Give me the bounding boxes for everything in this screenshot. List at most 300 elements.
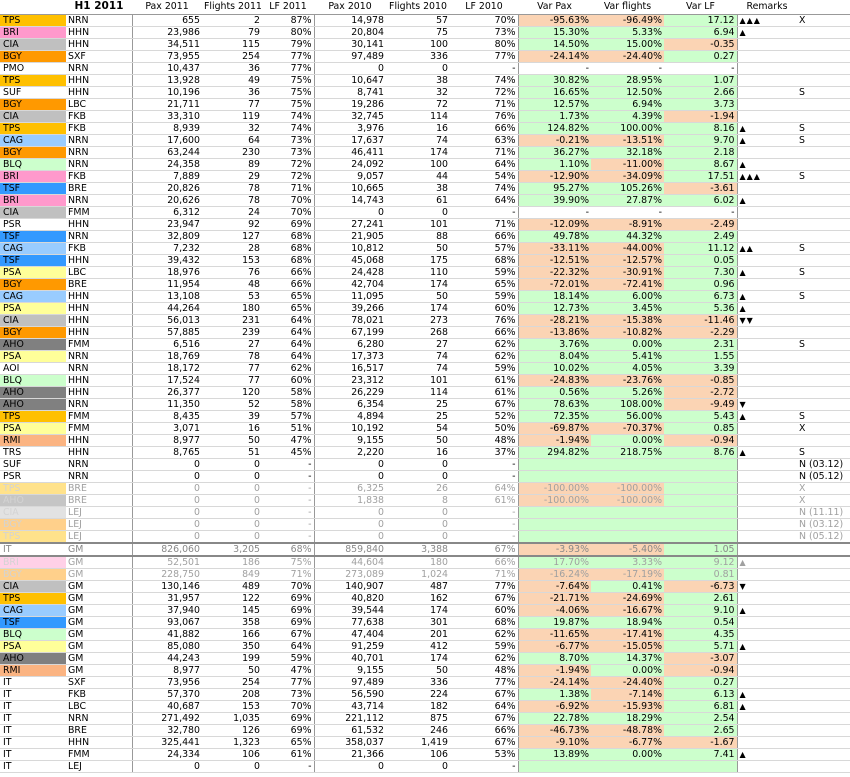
var-lf-cell	[664, 530, 737, 543]
destination-cell: NRN	[66, 158, 132, 170]
table-row[interactable]	[0, 74, 850, 86]
table-row[interactable]	[0, 736, 850, 748]
destination-cell: GM	[66, 628, 132, 640]
table-row[interactable]	[0, 530, 850, 543]
var-pax-cell: -72.01%	[518, 278, 591, 290]
var-flights-cell: -17.19%	[591, 568, 664, 580]
remarks-arrows-cell	[737, 518, 797, 530]
pax-2011-cell: 8,977	[132, 664, 202, 676]
remarks-note-cell	[797, 254, 850, 266]
lf-2011-cell: 64%	[262, 326, 314, 338]
lf-2011-cell: -	[262, 760, 314, 772]
lf-2010-cell: -	[450, 470, 518, 482]
flights-2010-cell: 75	[386, 26, 450, 38]
destination-cell: HHN	[66, 386, 132, 398]
origin-code-cell: BLQ	[0, 628, 66, 640]
remarks-arrows-cell: ▲▲▲	[737, 170, 797, 182]
var-flights-cell: 6.00%	[591, 290, 664, 302]
lf-2011-cell: 47%	[262, 434, 314, 446]
remarks-arrows-cell	[737, 628, 797, 640]
pax-2011-cell: 17,524	[132, 374, 202, 386]
var-lf-cell: 11.12	[664, 242, 737, 254]
var-lf-cell: 17.12	[664, 14, 737, 26]
remarks-arrows-cell	[737, 543, 797, 556]
flights-2010-cell: 16	[386, 446, 450, 458]
var-lf-cell: 5.43	[664, 410, 737, 422]
lf-2011-cell: 58%	[262, 398, 314, 410]
remarks-arrows-cell	[737, 470, 797, 482]
lf-2010-cell: 62%	[450, 338, 518, 350]
remarks-note-cell: N (11.11)	[797, 506, 850, 518]
var-lf-cell: 3.39	[664, 362, 737, 374]
flights-2011-cell: 24	[202, 206, 262, 218]
var-lf-cell: 0.96	[664, 278, 737, 290]
pax-2010-cell: 19,286	[314, 98, 386, 110]
lf-2010-cell: 65%	[450, 278, 518, 290]
var-pax-cell: -21.71%	[518, 592, 591, 604]
var-lf-cell: -2.49	[664, 218, 737, 230]
destination-cell: NRN	[66, 194, 132, 206]
lf-2010-cell: 73%	[450, 26, 518, 38]
flights-2011-cell: 0	[202, 530, 262, 543]
var-lf-cell: -0.94	[664, 434, 737, 446]
table-row[interactable]	[0, 543, 850, 556]
table-row[interactable]	[0, 712, 850, 724]
table-row[interactable]	[0, 580, 850, 592]
pax-2010-cell: 56,590	[314, 688, 386, 700]
origin-code-cell: IT	[0, 688, 66, 700]
remarks-note-cell: S	[797, 266, 850, 278]
origin-code-cell: IT	[0, 700, 66, 712]
lf-2011-cell: 69%	[262, 724, 314, 736]
remarks-arrows-cell: ▲	[737, 122, 797, 134]
pax-2010-cell: 859,840	[314, 543, 386, 556]
pax-2011-cell: 32,780	[132, 724, 202, 736]
flights-2011-cell: 50	[202, 434, 262, 446]
origin-code-cell: CAG	[0, 242, 66, 254]
var-flights-cell: -24.40%	[591, 676, 664, 688]
lf-2011-cell: 66%	[262, 266, 314, 278]
var-pax-cell: -	[518, 206, 591, 218]
var-flights-cell: 100.00%	[591, 122, 664, 134]
pax-2010-cell: 21,366	[314, 748, 386, 760]
var-pax-cell: -	[518, 62, 591, 74]
var-flights-cell	[591, 530, 664, 543]
origin-code-cell: TPS	[0, 530, 66, 543]
remarks-arrows-cell	[737, 326, 797, 338]
pax-2010-cell: 9,057	[314, 170, 386, 182]
flights-2011-cell: 78	[202, 194, 262, 206]
flights-2011-cell: 115	[202, 38, 262, 50]
lf-2010-cell: 64%	[450, 482, 518, 494]
remarks-note-cell	[797, 628, 850, 640]
destination-cell: HHN	[66, 290, 132, 302]
remarks-note-cell	[797, 724, 850, 736]
table-row[interactable]	[0, 182, 850, 194]
remarks-arrows-cell: ▲▲	[737, 242, 797, 254]
pax-2011-cell: 11,954	[132, 278, 202, 290]
table-row[interactable]	[0, 350, 850, 362]
var-flights-cell: 27.87%	[591, 194, 664, 206]
flights-2011-cell: 166	[202, 628, 262, 640]
lf-2010-cell: 67%	[450, 688, 518, 700]
destination-cell: HHN	[66, 302, 132, 314]
table-row[interactable]	[0, 86, 850, 98]
table-row[interactable]	[0, 98, 850, 110]
pax-2011-cell: 13,928	[132, 74, 202, 86]
remarks-note-cell: N (05.12)	[797, 530, 850, 543]
lf-2011-cell: 64%	[262, 640, 314, 652]
remarks-arrows-cell	[737, 652, 797, 664]
pax-2010-cell: 0	[314, 518, 386, 530]
destination-cell: HHN	[66, 26, 132, 38]
flights-2010-cell: 273	[386, 314, 450, 326]
var-pax-cell: -46.73%	[518, 724, 591, 736]
destination-cell: LEJ	[66, 518, 132, 530]
var-flights-cell: 3.33%	[591, 556, 664, 569]
lf-2011-cell: 69%	[262, 592, 314, 604]
remarks-arrows-cell	[737, 62, 797, 74]
pax-2011-cell: 0	[132, 494, 202, 506]
var-lf-cell: 7.30	[664, 266, 737, 278]
origin-code-cell: PSA	[0, 266, 66, 278]
lf-2011-cell: 73%	[262, 146, 314, 158]
table-row[interactable]	[0, 50, 850, 62]
table-row[interactable]	[0, 386, 850, 398]
pax-2010-cell: 9,155	[314, 434, 386, 446]
table-row[interactable]	[0, 446, 850, 458]
origin-code-cell: AHO	[0, 398, 66, 410]
remarks-note-cell	[797, 580, 850, 592]
pax-2011-cell: 85,080	[132, 640, 202, 652]
remarks-note-cell	[797, 712, 850, 724]
var-flights-cell: -48.78%	[591, 724, 664, 736]
lf-2011-cell: 57%	[262, 410, 314, 422]
flights-2011-cell: 0	[202, 760, 262, 772]
origin-code-cell: BGY	[0, 98, 66, 110]
table-row[interactable]	[0, 362, 850, 374]
table-row[interactable]	[0, 422, 850, 434]
var-lf-cell: 6.13	[664, 688, 737, 700]
lf-2011-cell: -	[262, 482, 314, 494]
table-row[interactable]	[0, 146, 850, 158]
table-row[interactable]	[0, 748, 850, 760]
lf-2011-cell: 59%	[262, 652, 314, 664]
lf-2010-cell: 77%	[450, 676, 518, 688]
var-lf-cell: -2.72	[664, 386, 737, 398]
table-row[interactable]	[0, 518, 850, 530]
origin-code-cell: BLQ	[0, 158, 66, 170]
remarks-note-cell	[797, 374, 850, 386]
var-flights-cell	[591, 518, 664, 530]
table-row[interactable]	[0, 14, 850, 26]
flights-2011-cell: 145	[202, 604, 262, 616]
table-row[interactable]	[0, 592, 850, 604]
pax-2011-cell: 13,108	[132, 290, 202, 302]
flights-2011-cell: 0	[202, 518, 262, 530]
destination-cell: BRE	[66, 482, 132, 494]
flights-2011-cell: 186	[202, 556, 262, 569]
lf-2011-cell: -	[262, 530, 314, 543]
lf-2011-cell: 71%	[262, 568, 314, 580]
table-row[interactable]	[0, 760, 850, 772]
flights-2010-cell: 174	[386, 302, 450, 314]
flights-2010-cell: 25	[386, 410, 450, 422]
var-pax-cell: 8.70%	[518, 652, 591, 664]
table-row[interactable]	[0, 724, 850, 736]
flights-2010-cell: 38	[386, 182, 450, 194]
origin-code-cell: AHO	[0, 494, 66, 506]
var-flights-cell: -100.00%	[591, 482, 664, 494]
table-row[interactable]	[0, 170, 850, 182]
var-pax-cell: -9.10%	[518, 736, 591, 748]
pax-2011-cell: 0	[132, 760, 202, 772]
table-row[interactable]	[0, 254, 850, 266]
lf-2010-cell: 67%	[450, 543, 518, 556]
var-lf-cell	[664, 506, 737, 518]
lf-2011-cell: -	[262, 506, 314, 518]
lf-2010-cell: 59%	[450, 362, 518, 374]
pax-2011-cell: 24,334	[132, 748, 202, 760]
table-row[interactable]	[0, 278, 850, 290]
table-row[interactable]	[0, 110, 850, 122]
lf-2010-cell: 61%	[450, 386, 518, 398]
table-row[interactable]	[0, 640, 850, 652]
destination-cell: HHN	[66, 314, 132, 326]
var-flights-cell: 32.18%	[591, 146, 664, 158]
flights-2010-cell: 106	[386, 748, 450, 760]
table-row[interactable]	[0, 134, 850, 146]
var-lf-cell: 0.27	[664, 50, 737, 62]
var-flights-cell: 5.26%	[591, 386, 664, 398]
table-row[interactable]	[0, 290, 850, 302]
lf-2011-cell: -	[262, 470, 314, 482]
flights-2011-cell: 126	[202, 724, 262, 736]
table-row[interactable]	[0, 230, 850, 242]
table-row[interactable]	[0, 38, 850, 50]
var-flights-cell: -5.40%	[591, 543, 664, 556]
table-row[interactable]	[0, 616, 850, 628]
origin-code-cell: BGY	[0, 146, 66, 158]
table-row[interactable]	[0, 398, 850, 410]
lf-2011-cell: 73%	[262, 688, 314, 700]
table-row[interactable]	[0, 494, 850, 506]
remarks-arrows-cell	[737, 592, 797, 604]
pax-2011-cell: 11,350	[132, 398, 202, 410]
origin-code-cell: TPS	[0, 410, 66, 422]
origin-code-cell: BRI	[0, 170, 66, 182]
lf-2011-cell: 70%	[262, 580, 314, 592]
pax-2010-cell: 24,428	[314, 266, 386, 278]
table-row[interactable]	[0, 302, 850, 314]
flights-2010-cell: 0	[386, 506, 450, 518]
var-pax-cell	[518, 506, 591, 518]
destination-cell: GM	[66, 543, 132, 556]
var-flights-cell: -15.38%	[591, 314, 664, 326]
var-pax-cell: -11.65%	[518, 628, 591, 640]
destination-cell: GM	[66, 616, 132, 628]
table-row[interactable]	[0, 410, 850, 422]
var-lf-cell: 0.54	[664, 616, 737, 628]
table-row[interactable]	[0, 434, 850, 446]
var-flights-cell: -7.14%	[591, 688, 664, 700]
pax-2011-cell: 8,435	[132, 410, 202, 422]
table-row[interactable]	[0, 506, 850, 518]
origin-code-cell: TSF	[0, 254, 66, 266]
var-pax-cell: -95.63%	[518, 14, 591, 26]
destination-cell: LEJ	[66, 506, 132, 518]
var-pax-cell: -69.87%	[518, 422, 591, 434]
table-row[interactable]	[0, 628, 850, 640]
table-row[interactable]	[0, 556, 850, 569]
remarks-note-cell	[797, 543, 850, 556]
pax-2010-cell: 30,141	[314, 38, 386, 50]
pax-2011-cell: 10,437	[132, 62, 202, 74]
lf-2011-cell: 51%	[262, 422, 314, 434]
flights-2011-cell: 120	[202, 386, 262, 398]
origin-code-cell: BGY	[0, 50, 66, 62]
var-lf-cell: 6.73	[664, 290, 737, 302]
flights-2011-cell: 16	[202, 422, 262, 434]
flights-2011-cell: 180	[202, 302, 262, 314]
destination-cell: FKB	[66, 688, 132, 700]
var-pax-cell: 12.57%	[518, 98, 591, 110]
destination-cell: GM	[66, 664, 132, 676]
lf-2010-cell: 61%	[450, 374, 518, 386]
remarks-arrows-cell	[737, 506, 797, 518]
remarks-arrows-cell: ▲	[737, 158, 797, 170]
flights-2011-cell: 32	[202, 122, 262, 134]
table-row[interactable]	[0, 242, 850, 254]
table-row[interactable]	[0, 122, 850, 134]
flights-2010-cell: 114	[386, 386, 450, 398]
lf-2010-cell: 74%	[450, 182, 518, 194]
pax-2011-cell: 56,013	[132, 314, 202, 326]
flights-2011-cell: 89	[202, 158, 262, 170]
table-row[interactable]	[0, 664, 850, 676]
pax-2010-cell: 11,095	[314, 290, 386, 302]
var-pax-cell: 22.78%	[518, 712, 591, 724]
pax-2011-cell: 3,071	[132, 422, 202, 434]
table-row[interactable]	[0, 314, 850, 326]
table-row[interactable]	[0, 688, 850, 700]
table-row[interactable]	[0, 374, 850, 386]
var-flights-cell: 6.94%	[591, 98, 664, 110]
pax-2010-cell: 44,604	[314, 556, 386, 569]
table-row[interactable]	[0, 158, 850, 170]
table-row[interactable]	[0, 62, 850, 74]
destination-cell: LEJ	[66, 530, 132, 543]
flights-2010-cell: 174	[386, 652, 450, 664]
flights-2011-cell: 77	[202, 374, 262, 386]
var-flights-cell: 5.41%	[591, 350, 664, 362]
remarks-arrows-cell	[737, 712, 797, 724]
table-row[interactable]	[0, 652, 850, 664]
destination-cell: NRN	[66, 712, 132, 724]
var-lf-cell: 6.02	[664, 194, 737, 206]
pax-2010-cell: 6,280	[314, 338, 386, 350]
remarks-note-cell: X	[797, 422, 850, 434]
flights-2011-cell: 28	[202, 242, 262, 254]
table-row[interactable]	[0, 458, 850, 470]
remarks-arrows-cell	[737, 724, 797, 736]
lf-2011-cell: 69%	[262, 616, 314, 628]
remarks-arrows-cell: ▲▲▲	[737, 14, 797, 26]
lf-2011-cell: 75%	[262, 86, 314, 98]
table-row[interactable]	[0, 568, 850, 580]
destination-cell: HHN	[66, 218, 132, 230]
table-row[interactable]	[0, 604, 850, 616]
lf-2010-cell: -	[450, 62, 518, 74]
remarks-note-cell	[797, 592, 850, 604]
table-row[interactable]	[0, 266, 850, 278]
table-row[interactable]	[0, 218, 850, 230]
pax-2011-cell: 228,750	[132, 568, 202, 580]
table-row[interactable]	[0, 326, 850, 338]
table-row[interactable]	[0, 206, 850, 218]
table-row[interactable]	[0, 470, 850, 482]
lf-2011-cell: 64%	[262, 314, 314, 326]
lf-2010-cell: 76%	[450, 314, 518, 326]
table-row[interactable]	[0, 482, 850, 494]
flights-2010-cell: 0	[386, 530, 450, 543]
lf-2011-cell: -	[262, 518, 314, 530]
table-row[interactable]	[0, 676, 850, 688]
flights-2010-cell: 114	[386, 110, 450, 122]
remarks-note-cell: N (03.12)	[797, 458, 850, 470]
origin-code-cell: SUF	[0, 86, 66, 98]
remarks-note-cell	[797, 146, 850, 158]
pax-2010-cell: 0	[314, 760, 386, 772]
table-row[interactable]	[0, 700, 850, 712]
table-row[interactable]	[0, 26, 850, 38]
lf-2010-cell: 71%	[450, 218, 518, 230]
var-lf-cell	[664, 458, 737, 470]
var-flights-cell: 4.05%	[591, 362, 664, 374]
remarks-arrows-cell	[737, 760, 797, 772]
pax-2011-cell: 130,146	[132, 580, 202, 592]
origin-code-cell: BGY	[0, 278, 66, 290]
origin-code-cell: CAG	[0, 134, 66, 146]
destination-cell: NRN	[66, 62, 132, 74]
table-row[interactable]	[0, 338, 850, 350]
flights-2010-cell: 336	[386, 676, 450, 688]
remarks-note-cell	[797, 748, 850, 760]
destination-cell: SXF	[66, 676, 132, 688]
lf-2011-cell: -	[262, 458, 314, 470]
pax-2011-cell: 8,939	[132, 122, 202, 134]
lf-2010-cell: 52%	[450, 410, 518, 422]
pax-2011-cell: 57,370	[132, 688, 202, 700]
origin-code-cell: IT	[0, 724, 66, 736]
flights-2011-cell: 106	[202, 748, 262, 760]
pax-2011-cell: 73,956	[132, 676, 202, 688]
destination-cell: BRE	[66, 724, 132, 736]
var-flights-cell: 0.00%	[591, 748, 664, 760]
lf-2011-cell: 64%	[262, 350, 314, 362]
var-pax-cell: -0.21%	[518, 134, 591, 146]
remarks-arrows-cell: ▲	[737, 290, 797, 302]
remarks-note-cell	[797, 326, 850, 338]
lf-2011-cell: 75%	[262, 98, 314, 110]
flights-2010-cell: 32	[386, 86, 450, 98]
lf-2011-cell: 70%	[262, 206, 314, 218]
flights-2011-cell: 51	[202, 446, 262, 458]
header-var-pax: Var Pax	[518, 0, 591, 14]
table-row[interactable]	[0, 194, 850, 206]
var-lf-cell: -3.61	[664, 182, 737, 194]
remarks-arrows-cell: ▲	[737, 266, 797, 278]
